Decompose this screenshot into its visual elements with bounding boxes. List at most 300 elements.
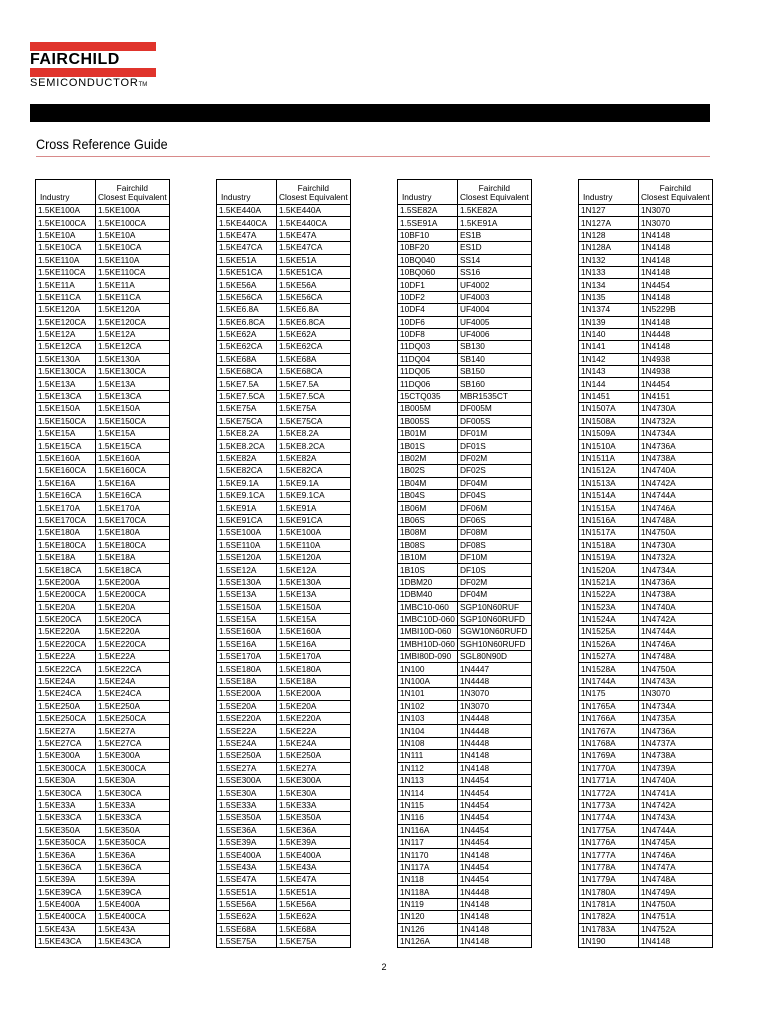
industry-part-cell: 1.5KE75A (217, 403, 277, 415)
industry-part-cell: 1.5SE350A (217, 812, 277, 824)
table-row (36, 874, 170, 886)
table-row (217, 428, 351, 440)
industry-part-cell: 1N100 (398, 663, 458, 675)
table-row (217, 923, 351, 935)
industry-part-cell: 1.5KE120A (36, 304, 96, 316)
fairchild-equivalent-cell: 1N4148 (458, 750, 532, 762)
industry-part-cell: 1.5KE300A (36, 750, 96, 762)
table-row (579, 316, 713, 328)
fairchild-equivalent-cell: 1.5KE47A (277, 229, 351, 241)
table-row (398, 564, 532, 576)
fairchild-equivalent-cell: 1N4744A (639, 824, 713, 836)
equivalent-header-line2: Closest Equivalent (279, 192, 348, 202)
fairchild-equivalent-cell: 1.5KE200A (277, 688, 351, 700)
fairchild-equivalent-cell: 1N4454 (458, 812, 532, 824)
fairchild-equivalent-cell: 1.5KE39A (277, 836, 351, 848)
table-row (579, 266, 713, 278)
table-row (579, 440, 713, 452)
fairchild-equivalent-cell: 1.5KE47A (277, 874, 351, 886)
fairchild-equivalent-cell: 1N4748A (639, 651, 713, 663)
industry-part-cell: 1.5KE24CA (36, 688, 96, 700)
table-row (217, 205, 351, 217)
table-row (36, 390, 170, 402)
fairchild-equivalent-cell: 1.5KE100A (277, 527, 351, 539)
industry-part-cell: 1N100A (398, 675, 458, 687)
table-row (579, 564, 713, 576)
table-row (398, 477, 532, 489)
industry-part-cell: 1.5KE36A (36, 849, 96, 861)
fairchild-equivalent-cell: 1.5KE18A (96, 551, 170, 563)
fairchild-equivalent-cell: 1.5KE47CA (277, 242, 351, 254)
industry-part-cell: 1B01M (398, 428, 458, 440)
industry-part-cell: 1.5KE9.1CA (217, 489, 277, 501)
fairchild-equivalent-cell: 1N4750A (639, 663, 713, 675)
industry-part-cell: 1B08M (398, 527, 458, 539)
table-row (217, 713, 351, 725)
industry-part-cell: 1.5SE300A (217, 774, 277, 786)
table-row (398, 502, 532, 514)
fairchild-equivalent-cell: 1.5KE33A (277, 799, 351, 811)
table-row (36, 316, 170, 328)
fairchild-equivalent-cell: 1.5KE82CA (277, 465, 351, 477)
industry-part-cell: 1.5SE12A (217, 564, 277, 576)
industry-part-cell: 1.5SE250A (217, 750, 277, 762)
fairchild-equivalent-cell: 1N4730A (639, 539, 713, 551)
industry-part-cell: 1N1772A (579, 787, 639, 799)
industry-part-cell: 1.5KE6.8CA (217, 316, 277, 328)
logo-subtitle (30, 77, 147, 91)
industry-part-cell: 1.5SE100A (217, 527, 277, 539)
fairchild-equivalent-cell: 1.5KE110CA (96, 266, 170, 278)
industry-part-cell: 1N118 (398, 874, 458, 886)
industry-header: Industry (579, 180, 639, 205)
industry-part-cell: 1.5KE56A (217, 279, 277, 291)
fairchild-equivalent-cell: DF08S (458, 539, 532, 551)
fairchild-equivalent-cell: 1N4148 (639, 229, 713, 241)
page-title: Cross Reference Guide (36, 136, 168, 152)
industry-part-cell: 1.5KE43CA (36, 936, 96, 948)
industry-part-cell: 1.5SE47A (217, 874, 277, 886)
logo-sub-text: SEMICONDUCTOR (30, 77, 139, 89)
table-row (398, 452, 532, 464)
table-row (579, 799, 713, 811)
industry-part-cell: 1N116 (398, 812, 458, 824)
industry-part-cell: 1.5KE160A (36, 452, 96, 464)
fairchild-equivalent-cell: 1.5KE220CA (96, 638, 170, 650)
table-row (398, 279, 532, 291)
industry-part-cell: 1B06M (398, 502, 458, 514)
table-row (398, 242, 532, 254)
industry-part-cell: 1N135 (579, 291, 639, 303)
fairchild-equivalent-cell: 1.5KE62A (277, 911, 351, 923)
fairchild-equivalent-cell: 1.5KE18CA (96, 564, 170, 576)
fairchild-equivalent-cell: 1.5KE24A (96, 675, 170, 687)
industry-part-cell: 1.5KE110CA (36, 266, 96, 278)
table-row (398, 551, 532, 563)
table-row (36, 242, 170, 254)
industry-part-cell: 1N120 (398, 911, 458, 923)
table-row (579, 812, 713, 824)
industry-header: Industry (398, 180, 458, 205)
table-row (398, 428, 532, 440)
table-row (398, 378, 532, 390)
table-row (36, 923, 170, 935)
fairchild-equivalent-cell: 1.5KE130A (96, 353, 170, 365)
industry-part-cell: 1N1782A (579, 911, 639, 923)
industry-part-cell: 1N143 (579, 366, 639, 378)
industry-part-cell: 1N1769A (579, 750, 639, 762)
fairchild-equivalent-cell: 1.5KE13A (96, 378, 170, 390)
table-row (579, 514, 713, 526)
industry-part-cell: 1N175 (579, 688, 639, 700)
industry-part-cell: 1.5SE16A (217, 638, 277, 650)
table-row (36, 217, 170, 229)
table-row (36, 279, 170, 291)
table-row (398, 291, 532, 303)
table-row (579, 601, 713, 613)
table-row (36, 626, 170, 638)
equivalent-header-line1: Fairchild (116, 183, 149, 193)
fairchild-equivalent-cell: 1N4742A (639, 477, 713, 489)
table-row (579, 527, 713, 539)
table-row (217, 477, 351, 489)
table-row (579, 254, 713, 266)
fairchild-equivalent-cell: 1.5KE200A (96, 576, 170, 588)
table-row (36, 403, 170, 415)
industry-part-cell: 1B10S (398, 564, 458, 576)
industry-part-cell: 1.5KE15CA (36, 440, 96, 452)
industry-part-cell: 11DQ06 (398, 378, 458, 390)
fairchild-equivalent-cell: 1N4454 (458, 774, 532, 786)
fairchild-equivalent-cell: DF08M (458, 527, 532, 539)
industry-part-cell: 1.5KE47CA (217, 242, 277, 254)
fairchild-equivalent-cell: DF01S (458, 440, 532, 452)
table-row (398, 638, 532, 650)
table-row (36, 613, 170, 625)
table-row (36, 824, 170, 836)
fairchild-equivalent-cell: 1.5KE8.2CA (277, 440, 351, 452)
industry-part-cell: 10DF2 (398, 291, 458, 303)
table-row (36, 514, 170, 526)
fairchild-equivalent-cell: 1.5KE68A (277, 353, 351, 365)
industry-part-cell: 11DQ04 (398, 353, 458, 365)
industry-part-cell: 1N1374 (579, 304, 639, 316)
fairchild-equivalent-cell: 1.5KE300CA (96, 762, 170, 774)
table-row (398, 353, 532, 365)
industry-part-cell: 1MBH10D-060 (398, 638, 458, 650)
industry-part-cell: 1B005M (398, 403, 458, 415)
fairchild-equivalent-cell: DF005M (458, 403, 532, 415)
industry-part-cell: 10BF10 (398, 229, 458, 241)
table-row (398, 316, 532, 328)
fairchild-equivalent-cell: DF06S (458, 514, 532, 526)
fairchild-equivalent-cell: SGP10N60RUF (458, 601, 532, 613)
table-row (398, 750, 532, 762)
fairchild-equivalent-cell: 1.5KE400A (277, 849, 351, 861)
fairchild-equivalent-cell: 1.5KE170A (96, 502, 170, 514)
industry-part-cell: 1N139 (579, 316, 639, 328)
industry-part-cell: 1.5KE18A (36, 551, 96, 563)
fairchild-equivalent-cell: 1.5KE9.1A (277, 477, 351, 489)
table-row (217, 861, 351, 873)
fairchild-equivalent-cell: 1.5KE12CA (96, 341, 170, 353)
fairchild-equivalent-cell: 1.5KE350CA (96, 836, 170, 848)
industry-part-cell: 1MBC10-060 (398, 601, 458, 613)
fairchild-equivalent-cell: 1.5KE12A (277, 564, 351, 576)
table-row (398, 589, 532, 601)
fairchild-equivalent-cell: 1N4447 (458, 663, 532, 675)
fairchild-equivalent-cell: 1.5KE24CA (96, 688, 170, 700)
fairchild-equivalent-cell: SGW10N60RUFD (458, 626, 532, 638)
table-row (217, 700, 351, 712)
table-row (579, 477, 713, 489)
xref-table (397, 179, 532, 948)
fairchild-equivalent-cell: 1.5KE68CA (277, 366, 351, 378)
fairchild-equivalent-cell: 1N4750A (639, 527, 713, 539)
table-row (398, 663, 532, 675)
industry-part-cell: 1DBM40 (398, 589, 458, 601)
equivalent-header-line1: Fairchild (297, 183, 330, 193)
title-rule (36, 156, 710, 157)
table-row (217, 502, 351, 514)
industry-part-cell: 1N126 (398, 923, 458, 935)
table-row (398, 874, 532, 886)
fairchild-equivalent-cell: DF04M (458, 477, 532, 489)
industry-part-cell: 1N103 (398, 713, 458, 725)
table-row (36, 576, 170, 588)
fairchild-equivalent-cell: 1N4448 (458, 725, 532, 737)
fairchild-equivalent-cell: 1.5KE150A (277, 601, 351, 613)
fairchild-equivalent-cell: 1N4454 (458, 787, 532, 799)
table-row (217, 750, 351, 762)
industry-part-cell: 1N118A (398, 886, 458, 898)
fairchild-equivalent-cell: 1N4448 (458, 886, 532, 898)
industry-part-cell: 1.5SE33A (217, 799, 277, 811)
fairchild-equivalent-cell: 1.5KE300A (277, 774, 351, 786)
industry-part-cell: 1B02M (398, 452, 458, 464)
table-row (579, 415, 713, 427)
fairchild-equivalent-cell: 1N4743A (639, 675, 713, 687)
fairchild-equivalent-cell: 1N4740A (639, 601, 713, 613)
industry-part-cell: 1.5KE400CA (36, 911, 96, 923)
industry-part-cell: 1N128 (579, 229, 639, 241)
fairchild-equivalent-cell: 1.5KE6.8A (277, 304, 351, 316)
table-row (579, 465, 713, 477)
table-row (217, 737, 351, 749)
fairchild-equivalent-cell: 1.5KE180A (96, 527, 170, 539)
fairchild-equivalent-cell: 1.5KE20A (277, 700, 351, 712)
fairchild-equivalent-cell: SB150 (458, 366, 532, 378)
fairchild-equivalent-cell: 1.5KE150A (96, 403, 170, 415)
fairchild-equivalent-cell: 1N4734A (639, 564, 713, 576)
logo-name: FAIRCHILD (30, 51, 120, 68)
table-row (398, 366, 532, 378)
fairchild-equivalent-cell: 1N4148 (458, 762, 532, 774)
table-row (217, 452, 351, 464)
fairchild-equivalent-cell: 1N4738A (639, 750, 713, 762)
fairchild-equivalent-cell: 1N4148 (639, 936, 713, 948)
fairchild-equivalent-cell: 1.5KE6.8CA (277, 316, 351, 328)
industry-part-cell: 1.5KE200A (36, 576, 96, 588)
industry-part-cell: 1MBC10D-060 (398, 613, 458, 625)
fairchild-equivalent-cell: 1N4938 (639, 353, 713, 365)
table-row (36, 774, 170, 786)
fairchild-equivalent-cell: UF4005 (458, 316, 532, 328)
industry-part-cell: 1B04M (398, 477, 458, 489)
fairchild-equivalent-cell: ES1D (458, 242, 532, 254)
table-row (217, 836, 351, 848)
table-row (398, 936, 532, 948)
industry-part-cell: 1.5KE300CA (36, 762, 96, 774)
industry-part-cell: 1.5KE200CA (36, 589, 96, 601)
industry-part-cell: 1.5KE39A (36, 874, 96, 886)
industry-part-cell: 1N1519A (579, 551, 639, 563)
industry-part-cell: 1N1514A (579, 489, 639, 501)
fairchild-equivalent-cell: 1N4730A (639, 403, 713, 415)
equivalent-header (96, 180, 170, 205)
fairchild-equivalent-cell: 1.5KE27CA (96, 737, 170, 749)
fairchild-equivalent-cell: 1.5KE10A (96, 229, 170, 241)
industry-part-cell: 1.5SE13A (217, 589, 277, 601)
industry-part-cell: 1.5KE170CA (36, 514, 96, 526)
industry-part-cell: 1.5SE120A (217, 551, 277, 563)
fairchild-equivalent-cell: 1.5KE400CA (96, 911, 170, 923)
industry-part-cell: 1.5KE24A (36, 675, 96, 687)
industry-part-cell: 1N119 (398, 898, 458, 910)
industry-part-cell: 1.5KE62A (217, 328, 277, 340)
table-row (398, 304, 532, 316)
industry-part-cell: 1.5KE27A (36, 725, 96, 737)
table-row (579, 725, 713, 737)
fairchild-equivalent-cell: SB160 (458, 378, 532, 390)
table-row (217, 316, 351, 328)
industry-part-cell: 1N1775A (579, 824, 639, 836)
table-row (579, 774, 713, 786)
industry-part-cell: 1.5SE110A (217, 539, 277, 551)
table-row (398, 626, 532, 638)
table-row (579, 242, 713, 254)
industry-part-cell: 1.5KE12CA (36, 341, 96, 353)
industry-header: Industry (36, 180, 96, 205)
fairchild-equivalent-cell: 1N4448 (458, 737, 532, 749)
fairchild-equivalent-cell: 1.5KE110A (96, 254, 170, 266)
table-row (36, 836, 170, 848)
table-row (398, 787, 532, 799)
table-row (217, 874, 351, 886)
industry-part-cell: 10BF20 (398, 242, 458, 254)
fairchild-equivalent-cell: DF01M (458, 428, 532, 440)
industry-part-cell: 1B02S (398, 465, 458, 477)
industry-part-cell: 1.5KE100A (36, 205, 96, 217)
fairchild-equivalent-cell: 1N3070 (458, 700, 532, 712)
fairchild-equivalent-cell: 1.5KE36A (96, 849, 170, 861)
industry-part-cell: 1N112 (398, 762, 458, 774)
fairchild-equivalent-cell: 1.5KE150CA (96, 415, 170, 427)
table-row (217, 787, 351, 799)
industry-part-cell: 1N115 (398, 799, 458, 811)
table-row (36, 725, 170, 737)
table-row (36, 688, 170, 700)
fairchild-equivalent-cell: 1N4736A (639, 725, 713, 737)
table-row (217, 440, 351, 452)
fairchild-equivalent-cell: 1.5KE75CA (277, 415, 351, 427)
table-row (579, 737, 713, 749)
table-row (579, 663, 713, 675)
industry-part-cell: 1N1518A (579, 539, 639, 551)
table-row (579, 750, 713, 762)
table-row (579, 378, 713, 390)
table-row (217, 304, 351, 316)
industry-part-cell: 1N1776A (579, 836, 639, 848)
table-row (398, 725, 532, 737)
table-row (398, 254, 532, 266)
fairchild-equivalent-cell: 1N4737A (639, 737, 713, 749)
table-row (217, 415, 351, 427)
fairchild-equivalent-cell: SB130 (458, 341, 532, 353)
table-row (217, 242, 351, 254)
fairchild-equivalent-cell: UF4003 (458, 291, 532, 303)
industry-part-cell: 1N1509A (579, 428, 639, 440)
xref-table (216, 179, 351, 948)
fairchild-equivalent-cell: 1.5KE20A (96, 601, 170, 613)
industry-part-cell: 1.5KE82CA (217, 465, 277, 477)
industry-part-cell: 1N1773A (579, 799, 639, 811)
fairchild-equivalent-cell: 1N4744A (639, 626, 713, 638)
table-row (36, 527, 170, 539)
fairchild-equivalent-cell: 1N4454 (458, 799, 532, 811)
equivalent-header-line1: Fairchild (659, 183, 692, 193)
fairchild-equivalent-cell: 1.5KE43CA (96, 936, 170, 948)
table-row (217, 936, 351, 948)
fairchild-equivalent-cell: SS16 (458, 266, 532, 278)
fairchild-equivalent-cell: SGH10N60RUFD (458, 638, 532, 650)
fairchild-equivalent-cell: 1.5KE8.2A (277, 428, 351, 440)
table-row (398, 849, 532, 861)
industry-part-cell: 1N1781A (579, 898, 639, 910)
fairchild-equivalent-cell: 1N4736A (639, 440, 713, 452)
fairchild-equivalent-cell: ES1B (458, 229, 532, 241)
table-row (579, 205, 713, 217)
industry-part-cell: 1.5KE110A (36, 254, 96, 266)
industry-part-cell: 1.5KE82A (217, 452, 277, 464)
fairchild-equivalent-cell: 1.5KE75A (277, 403, 351, 415)
fairchild-equivalent-cell: 1N5229B (639, 304, 713, 316)
fairchild-equivalent-cell: 1.5KE75A (277, 936, 351, 948)
table-row (579, 353, 713, 365)
industry-part-cell: 1.5KE47A (217, 229, 277, 241)
table-row (36, 229, 170, 241)
table-row (217, 613, 351, 625)
table-row (217, 799, 351, 811)
fairchild-equivalent-cell: 1.5KE300A (96, 750, 170, 762)
industry-part-cell: 1B01S (398, 440, 458, 452)
table-row (579, 787, 713, 799)
table-row (398, 341, 532, 353)
fairchild-equivalent-cell: 1.5KE51A (277, 886, 351, 898)
fairchild-equivalent-cell: 1N4741A (639, 787, 713, 799)
equivalent-header-line1: Fairchild (478, 183, 511, 193)
industry-part-cell: 1.5SE130A (217, 576, 277, 588)
fairchild-equivalent-cell: 1N4148 (639, 291, 713, 303)
industry-part-cell: 1.5SE200A (217, 688, 277, 700)
table-row (579, 836, 713, 848)
industry-part-cell: 1B10M (398, 551, 458, 563)
fairchild-equivalent-cell: 1.5KE200CA (96, 589, 170, 601)
fairchild-equivalent-cell: 1N4148 (458, 936, 532, 948)
table-row (36, 601, 170, 613)
table-row (398, 923, 532, 935)
table-row (217, 849, 351, 861)
